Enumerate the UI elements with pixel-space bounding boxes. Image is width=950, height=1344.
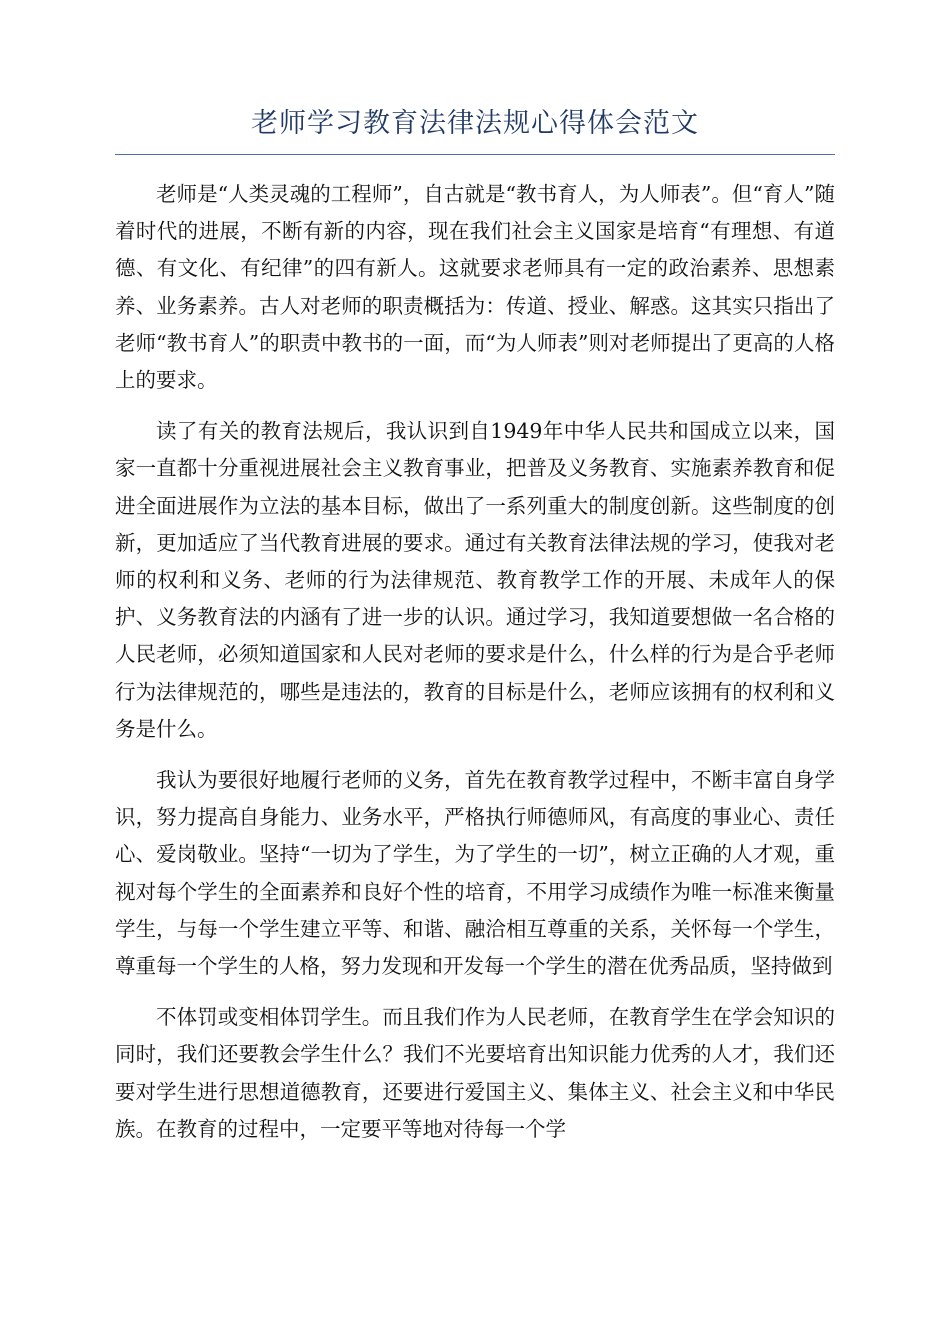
page-title: 老师学习教育法律法规心得体会范文 — [251, 108, 699, 139]
paragraph-1: 老师是“人类灵魂的工程师”，自古就是“教书育人，为人师表”。但“育人”随着时代的进展，不断有新的内容，现在我们社会主义国家是培育“有理想、有道德、有文化、有纪律”的四有新人。这就要求老师具有一定的政治素养、思想素养、业务素养。古人对老师的职责概括为：传道、授业、解惑。这其实只指出了老师“教书育人”的职责中教书的一面，而“为人师表”则对老师提出了更高的人格上的要求。 — [115, 182, 835, 393]
paragraph-4: 不体罚或变相体罚学生。而且我们作为人民老师，在教育学生在学会知识的同时，我们还要教会学生什么？我们不光要培育出知识能力优秀的人才，我们还要对学生进行思想道德教育，还要进行爱国主义、集体主义、社会主义和中华民族。在教育的过程中，一定要平等地对待每一个学 — [115, 1005, 835, 1141]
title-underline — [115, 154, 835, 155]
document-body — [115, 176, 835, 1162]
paragraph-2: 读了有关的教育法规后，我认识到自1949年中华人民共和国成立以来，国家一直都十分重视进展社会主义教育事业，把普及义务教育、实施素养教育和促进全面进展作为立法的基本目标，做出了一系列重大的制度创新。这些制度的创新，更加适应了当代教育进展的要求。通过有关教育法律法规的学习，使我对老师的权利和义务、老师的行为法律规范、教育教学工作的开展、未成年人的保护、义务教育法的内涵有了进一步的认识。通过学习，我知道要想做一名合格的人民老师，必须知道国家和人民对老师的要求是什么，什么样的行为是合乎老师行为法律规范的，哪些是违法的，教育的目标是什么，老师应该拥有的权利和义务是什么。 — [115, 419, 835, 741]
paragraph-3: 我认为要很好地履行老师的义务，首先在教育教学过程中，不断丰富自身学识，努力提高自身能力、业务水平，严格执行师德师风，有高度的事业心、责任心、爱岗敬业。坚持“一切为了学生，为了学生的一切”，树立正确的人才观，重视对每个学生的全面素养和良好个性的培育，不用学习成绩作为唯一标准来衡量学生，与每一个学生建立平等、和谐、融洽相互尊重的关系，关怀每一个学生，尊重每一个学生的人格，努力发现和开发每一个学生的潜在优秀品质，坚持做到 — [115, 768, 835, 979]
